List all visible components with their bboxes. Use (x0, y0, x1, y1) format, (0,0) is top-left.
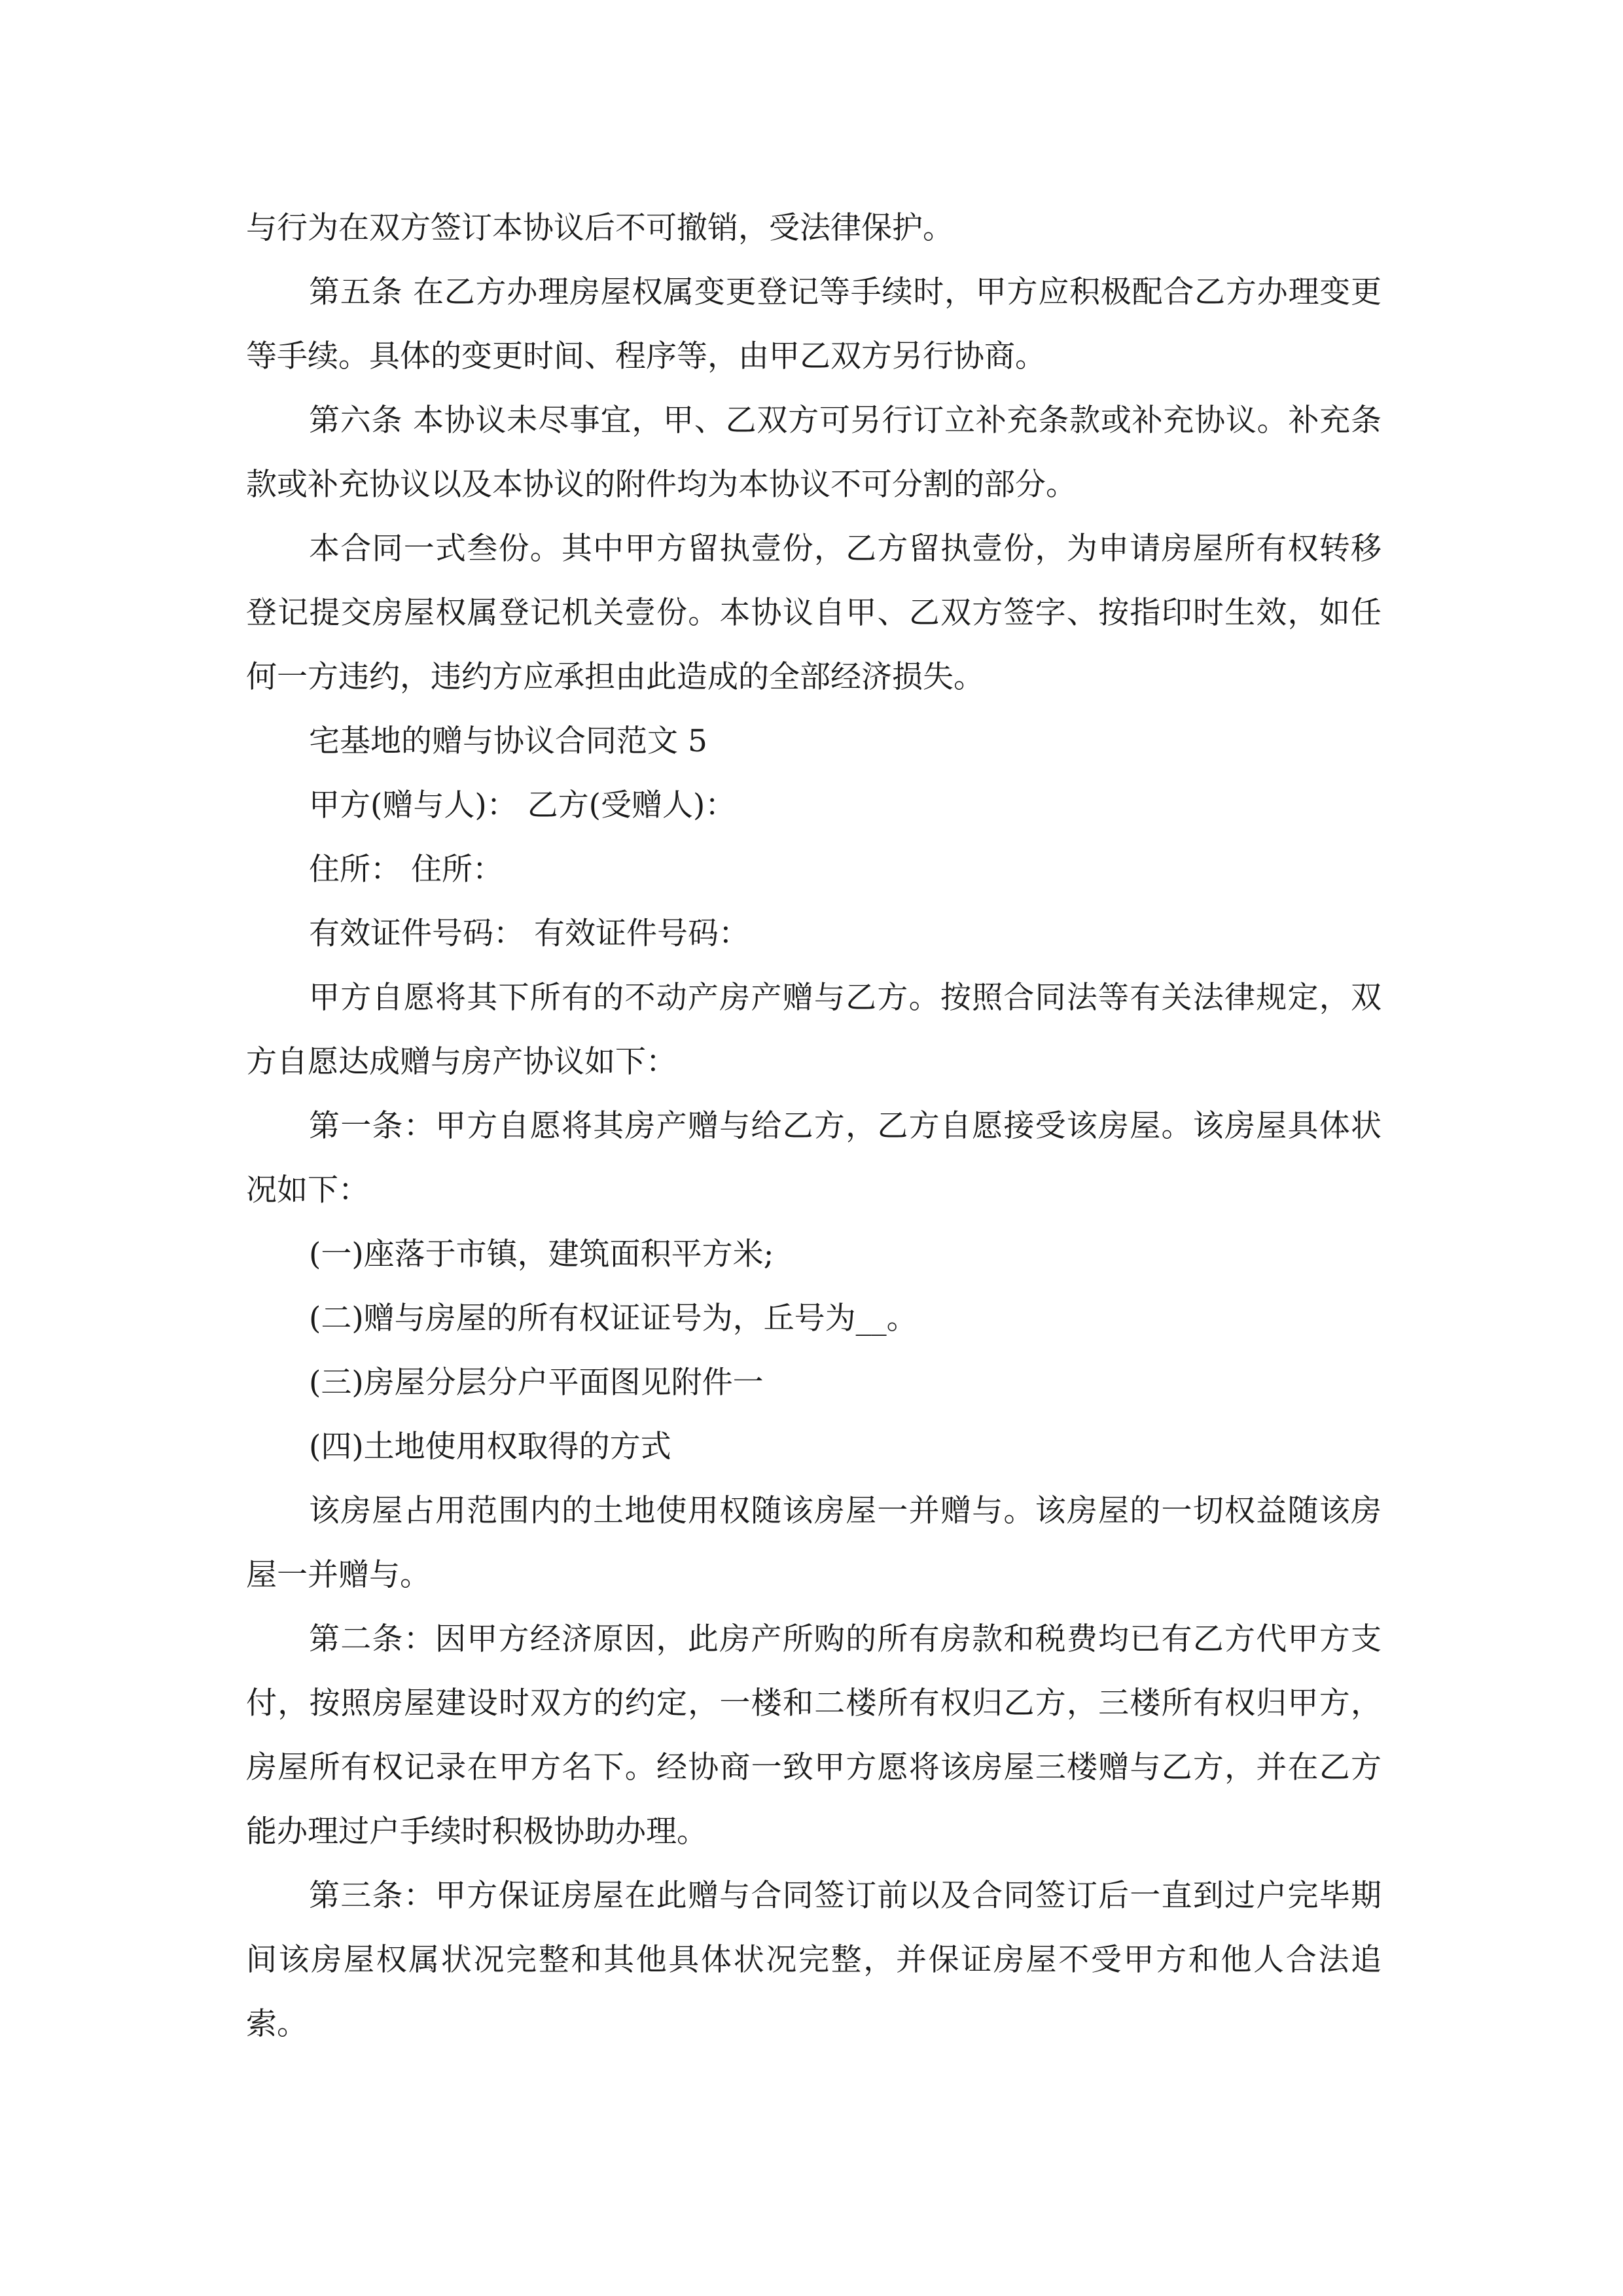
list-item-1: (一)座落于市镇，建筑面积平方米; (309, 1236, 774, 1272)
list-item-4: (四)土地使用权取得的方式 (309, 1429, 671, 1465)
paragraph-preamble: 甲方自愿将其下所有的不动产房产赠与乙方。按照合同法等有关法律规定，双方自愿达成赠与房产协议如下： (246, 980, 1382, 1080)
paragraph-land-rights: 该房屋占用范围内的土地使用权随该房屋一并赠与。该房屋的一切权益随该房屋一并赠与。 (246, 1493, 1382, 1593)
list-item-2: (二)赠与房屋的所有权证证号为，丘号为__。 (309, 1300, 918, 1336)
paragraph-article-6: 第六条 本协议未尽事宜，甲、乙双方可另行订立补充条款或补充协议。补充条款或补充协议以及本协议的附件均为本协议不可分割的部分。 (246, 403, 1382, 503)
section-heading: 宅基地的赠与协议合同范文 5 (309, 723, 707, 759)
paragraph-copies: 本合同一式叁份。其中甲方留执壹份，乙方留执壹份，为申请房屋所有权转移登记提交房屋权属登记机关壹份。本协议自甲、乙双方签字、按指印时生效，如任何一方违约，违约方应承担由此造成的全部经济损失。 (246, 531, 1382, 695)
paragraph-continuation: 与行为在双方签订本协议后不可撤销，受法律保护。 (246, 210, 954, 246)
paragraph-article-1: 第一条：甲方自愿将其房产赠与给乙方，乙方自愿接受该房屋。该房屋具体状况如下： (246, 1108, 1382, 1208)
party-id-line: 有效证件号码： 有效证件号码： (309, 916, 749, 952)
list-item-3: (三)房屋分层分户平面图见附件一 (309, 1365, 764, 1401)
document-body (246, 196, 1382, 2056)
party-address-line: 住所： 住所： (309, 852, 503, 888)
party-names-line: 甲方(赠与人)： 乙方(受赠人)： (309, 787, 736, 823)
paragraph-article-3: 第三条：甲方保证房屋在此赠与合同签订前以及合同签订后一直到过户完毕期间该房屋权属状况完整和其他具体状况完整，并保证房屋不受甲方和他人合法追索。 (246, 1878, 1382, 2042)
paragraph-article-5: 第五条 在乙方办理房屋权属变更登记等手续时，甲方应积极配合乙方办理变更等手续。具体的变更时间、程序等，由甲乙双方另行协商。 (246, 274, 1382, 374)
paragraph-article-2: 第二条：因甲方经济原因，此房产所购的所有房款和税费均已有乙方代甲方支付，按照房屋建设时双方的约定，一楼和二楼所有权归乙方，三楼所有权归甲方，房屋所有权记录在甲方名下。经协商一致甲方愿将该房屋三楼赠与乙方，并在乙方能办理过户手续时积极协助办理。 (246, 1621, 1382, 1850)
